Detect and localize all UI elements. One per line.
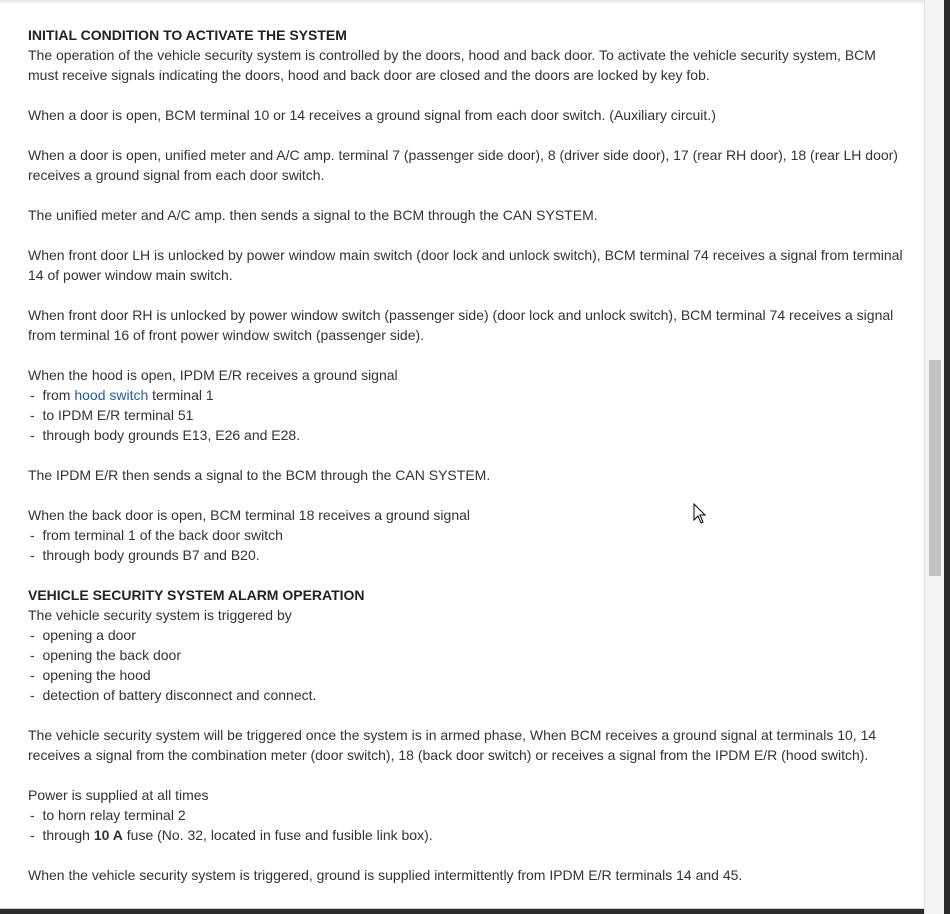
paragraph-meter-can: The unified meter and A/C amp. then sends a signal to the BCM through the CAN SYSTEM. [28,207,598,223]
paragraph-hood-intro: When the hood is open, IPDM E/R receives a ground signal [28,367,398,383]
top-shadow [0,0,924,5]
list-item: - detection of battery disconnect and connect. [28,685,908,705]
paragraph-ipdm-can: The IPDM E/R then sends a signal to the BCM through the CAN SYSTEM. [28,467,491,483]
paragraph-door-meter: When a door is open, unified meter and A/C amp. terminal 7 (passenger side door), 8 (driver side door), 17 (rear RH door), 18 (rear LH door) receives a ground signal from each door switch. [28,147,898,183]
paragraph-power-intro: Power is supplied at all times [28,787,209,803]
section-heading-initial-condition: INITIAL CONDITION TO ACTIVATE THE SYSTEM [28,27,347,43]
paragraph-armed-phase: The vehicle security system will be triggered once the system is in armed phase, When BCM receives a ground signal at terminals 10, 14 receives a signal from the combination meter (door switch), 18 (back door switch) or receives a signal from the IPDM E/R (hood switch). [28,727,877,763]
list-item: - opening the back door [28,645,908,665]
paragraph-intro: The operation of the vehicle security system is controlled by the doors, hood and back door. To activate the vehicle security system, BCM must receive signals indicating the doors, hood and back door are closed and the doors are locked by key fob. [28,47,876,83]
list-item: - opening the hood [28,665,908,685]
paragraph-back-door-intro: When the back door is open, BCM terminal 18 receives a ground signal [28,507,471,523]
section-heading-alarm-operation: VEHICLE SECURITY SYSTEM ALARM OPERATION [28,587,365,603]
list-item: - through body grounds E13, E26 and E28. [28,425,908,445]
list-item: - through body grounds B7 and B20. [28,545,908,565]
hood-switch-link[interactable]: hood switch [74,387,149,403]
list-item [28,385,908,405]
list-item: - to horn relay terminal 2 [28,805,908,825]
list-item: - opening a door [28,625,908,645]
paragraph-triggered: When the vehicle security system is triggered, ground is supplied intermittently from IPDM E/R terminals 14 and 45. [28,867,743,883]
window-edge [944,0,950,914]
mouse-cursor-icon [693,503,707,525]
list-item: - from terminal 1 of the back door switch [28,525,908,545]
paragraph-front-door-rh: When front door RH is unlocked by power window switch (passenger side) (door lock and unlock switch), BCM terminal 74 receives a signal from terminal 16 of front power window switch (passenger side). [28,307,894,343]
document-content [28,25,908,885]
list-item-text: through [42,827,94,843]
list-item-text: fuse (No. 32, located in fuse and fusible link box). [122,827,433,843]
fuse-rating: 10 A [93,827,123,843]
scrollbar-thumb[interactable] [929,360,941,576]
paragraph-front-door-lh: When front door LH is unlocked by power window main switch (door lock and unlock switch), BCM terminal 74 receives a signal from terminal 14 of power window main switch. [28,247,903,283]
list-item [28,825,908,845]
list-item-text: terminal 1 [148,387,214,403]
list-item: - to IPDM E/R terminal 51 [28,405,908,425]
list-item-text: from [42,387,75,403]
paragraph-trigger-intro: The vehicle security system is triggered by [28,607,292,623]
paragraph-door-bcm: When a door is open, BCM terminal 10 or 14 receives a ground signal from each door switch. (Auxiliary circuit.) [28,107,716,123]
